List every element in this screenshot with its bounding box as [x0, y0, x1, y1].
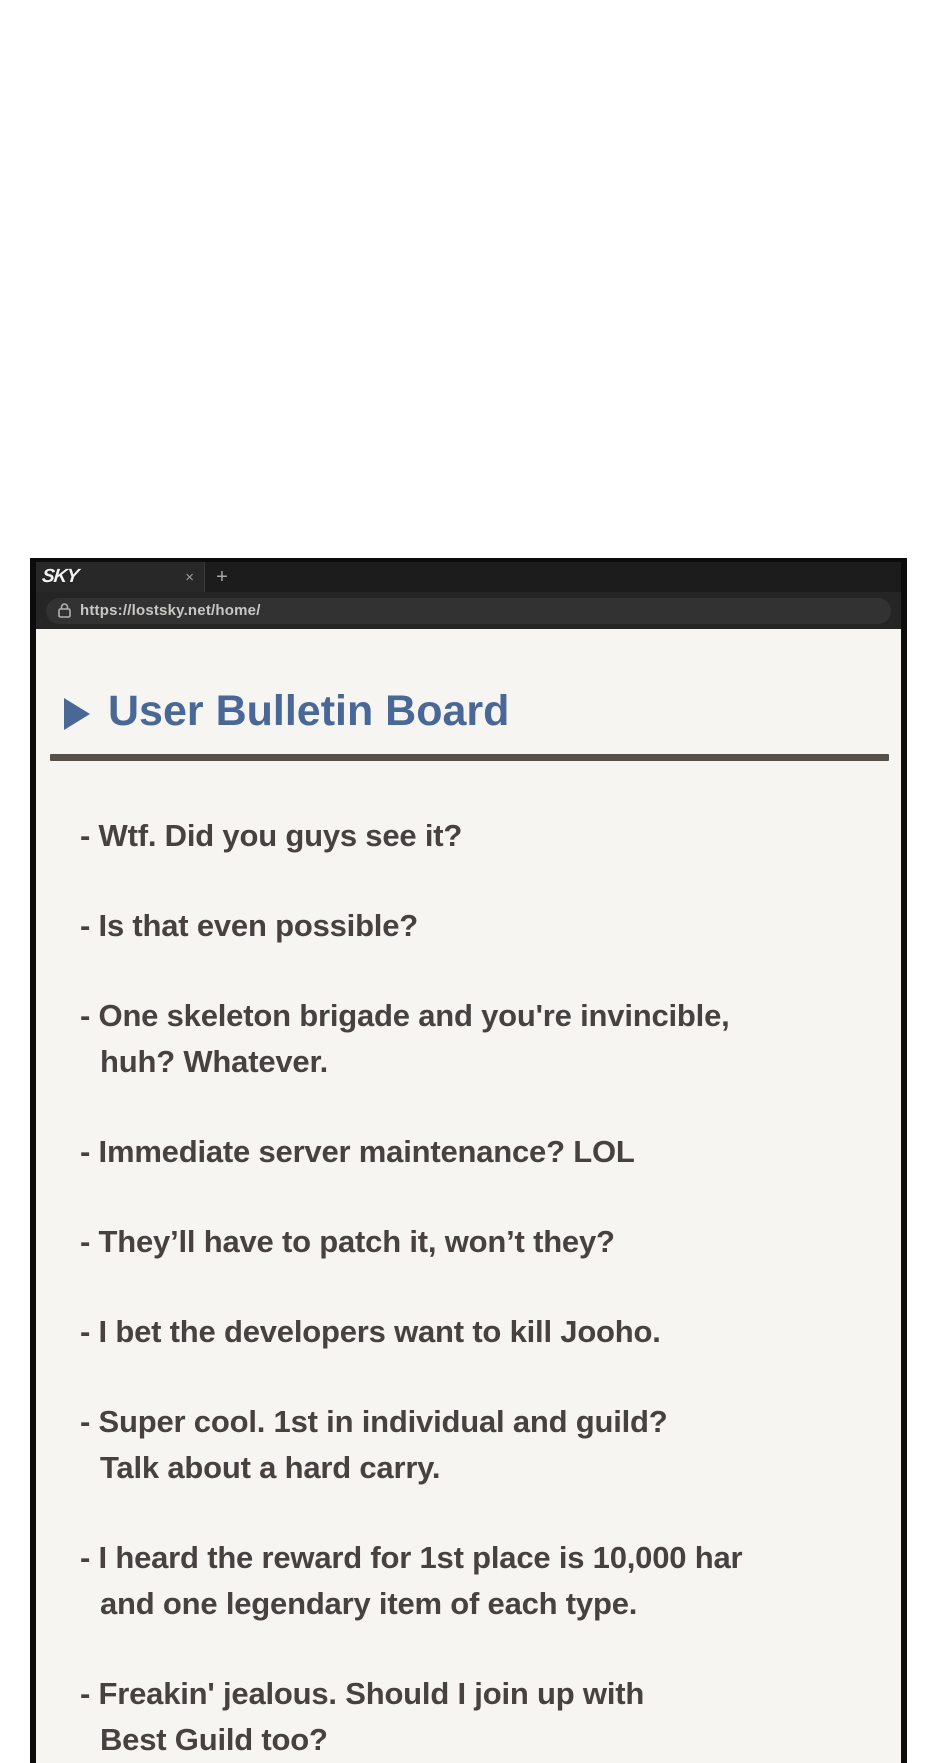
tab-bar — [36, 562, 901, 592]
bulletin-board-page — [36, 629, 901, 1763]
lock-icon — [58, 603, 71, 618]
url-bar — [36, 592, 901, 629]
comment-line: - Super cool. 1st in individual and guild? — [80, 1404, 668, 1439]
comment-item — [80, 1309, 881, 1355]
header-divider — [50, 754, 889, 761]
close-tab-icon[interactable]: × — [185, 568, 194, 586]
comment-line: Best Guild too? — [100, 1722, 328, 1757]
comment-line: and one legendary item of each type. — [100, 1586, 638, 1621]
site-logo: SKY — [40, 566, 80, 587]
address-input[interactable] — [46, 598, 891, 624]
page-title: User Bulletin Board — [108, 687, 510, 735]
comment-line: huh? Whatever. — [100, 1044, 329, 1079]
comment-line: - Freakin' jealous. Should I join up with — [80, 1676, 645, 1711]
comment-line: - They’ll have to patch it, won’t they? — [80, 1224, 615, 1259]
comment-line: - Immediate server maintenance? LOL — [80, 1134, 635, 1169]
url-text: https://lostsky.net/home/ — [80, 602, 261, 619]
comment-line: - I heard the reward for 1st place is 10,000 har — [80, 1540, 743, 1575]
browser-window — [30, 558, 907, 1763]
browser-tab[interactable] — [36, 562, 205, 592]
comment-list — [36, 761, 901, 1763]
comment-item — [80, 1129, 881, 1175]
comment-item — [80, 1535, 881, 1627]
comment-line: - Wtf. Did you guys see it? — [80, 818, 463, 853]
comment-line: - One skeleton brigade and you're invincible, — [80, 998, 730, 1033]
arrow-right-icon — [64, 698, 90, 730]
comment-item — [80, 1219, 881, 1265]
comment-line: - I bet the developers want to kill Jooho. — [80, 1314, 661, 1349]
comment-item — [80, 1671, 881, 1763]
comment-item — [80, 993, 881, 1085]
new-tab-button[interactable]: + — [216, 565, 228, 588]
comment-line: Talk about a hard carry. — [100, 1450, 441, 1485]
comment-item — [80, 1399, 881, 1491]
comment-line: - Is that even possible? — [80, 908, 419, 943]
comment-item — [80, 813, 881, 859]
board-header — [36, 629, 901, 736]
comment-item — [80, 903, 881, 949]
